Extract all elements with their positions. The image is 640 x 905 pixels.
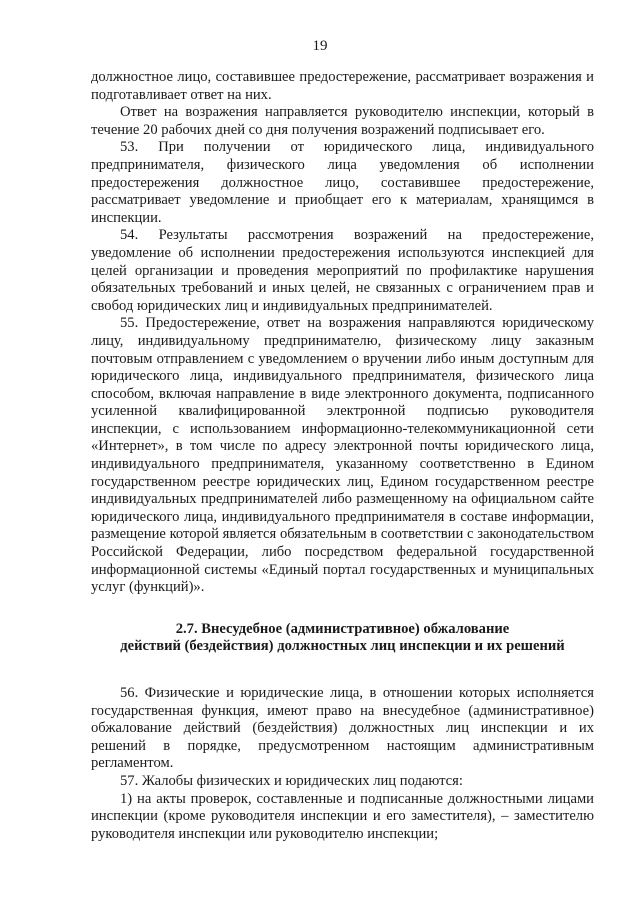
list-item-57-1: 1) на акты проверок, составленные и подписанные должностными лицами инспекции (кроме руководителя инспекции и его заместителя), – заместителю руководителя инспекции или руководителю инспекции; — [91, 790, 594, 842]
section-heading-line-1: 2.7. Внесудебное (административное) обжалование — [175, 620, 510, 637]
section-heading-line-2: действий (бездействия) должностных лиц инспекции и их решений — [120, 638, 565, 655]
paragraph-55: 55. Предостережение, ответ на возражения направляются юридическому лицу, индивидуальному предпринимателю, физическому лицу заказным почтовым отправлением с уведомлением о вручении либо иным доступным для юридического лица, индивидуального предпринимателя, физического лица способом, включая направление в виде электронного документа, подписанного усиленной квалифицированной электронной подписью руководителя инспекции, с использованием информационно-телекоммуникационной сети «Интернет», в том числе по адресу электронной почты юридического лица, индивидуального предпринимателя, указанному соответственно в Едином государственном реестре юридических лиц, Едином государственном реестре индивидуальных предпринимателей либо размещенному на официальном сайте юридического лица, индивидуального предпринимателя в составе информации, размещение которой является обязательным в соответствии с законодательством Российской Федерации, либо посредством федеральной государственной информационной системы «Единый портал государственных и муниципальных услуг (функций)». — [91, 315, 594, 596]
document-body — [91, 69, 594, 843]
paragraph-reply-to-objections: Ответ на возражения направляется руководителю инспекции, который в течение 20 рабочих дней со дня получения возражений подписывает его. — [91, 104, 594, 138]
paragraph-54: 54. Результаты рассмотрения возражений на предостережение, уведомление об исполнении предостережения используются инспекцией для целей организации и проведения мероприятий по профилактике нарушения обязательных требований и иных целей, не связанных с ограничением прав и свобод юридических лиц и индивидуальных предпринимателей. — [91, 227, 594, 314]
paragraph-57: 57. Жалобы физических и юридических лиц подаются: — [120, 772, 463, 789]
paragraph-53: 53. При получении от юридического лица, индивидуального предпринимателя, физического лица уведомления об исполнении предостережения должностное лицо, составившее предостережение, рассматривает уведомление и приобщает его к материалам, хранящимся в инспекции. — [91, 139, 594, 226]
paragraph-continuation: должностное лицо, составившее предостережение, рассматривает возражения и подготавливает ответ на них. — [91, 69, 594, 103]
page-number: 19 — [312, 38, 328, 54]
paragraph-56: 56. Физические и юридические лица, в отношении которых исполняется государственная функция, имеют право на внесудебное (административное) обжалование действий (бездействия) должностных лиц инспекции и их решений в порядке, предусмотренном настоящим административным регламентом. — [91, 685, 594, 772]
section-heading — [91, 621, 594, 656]
